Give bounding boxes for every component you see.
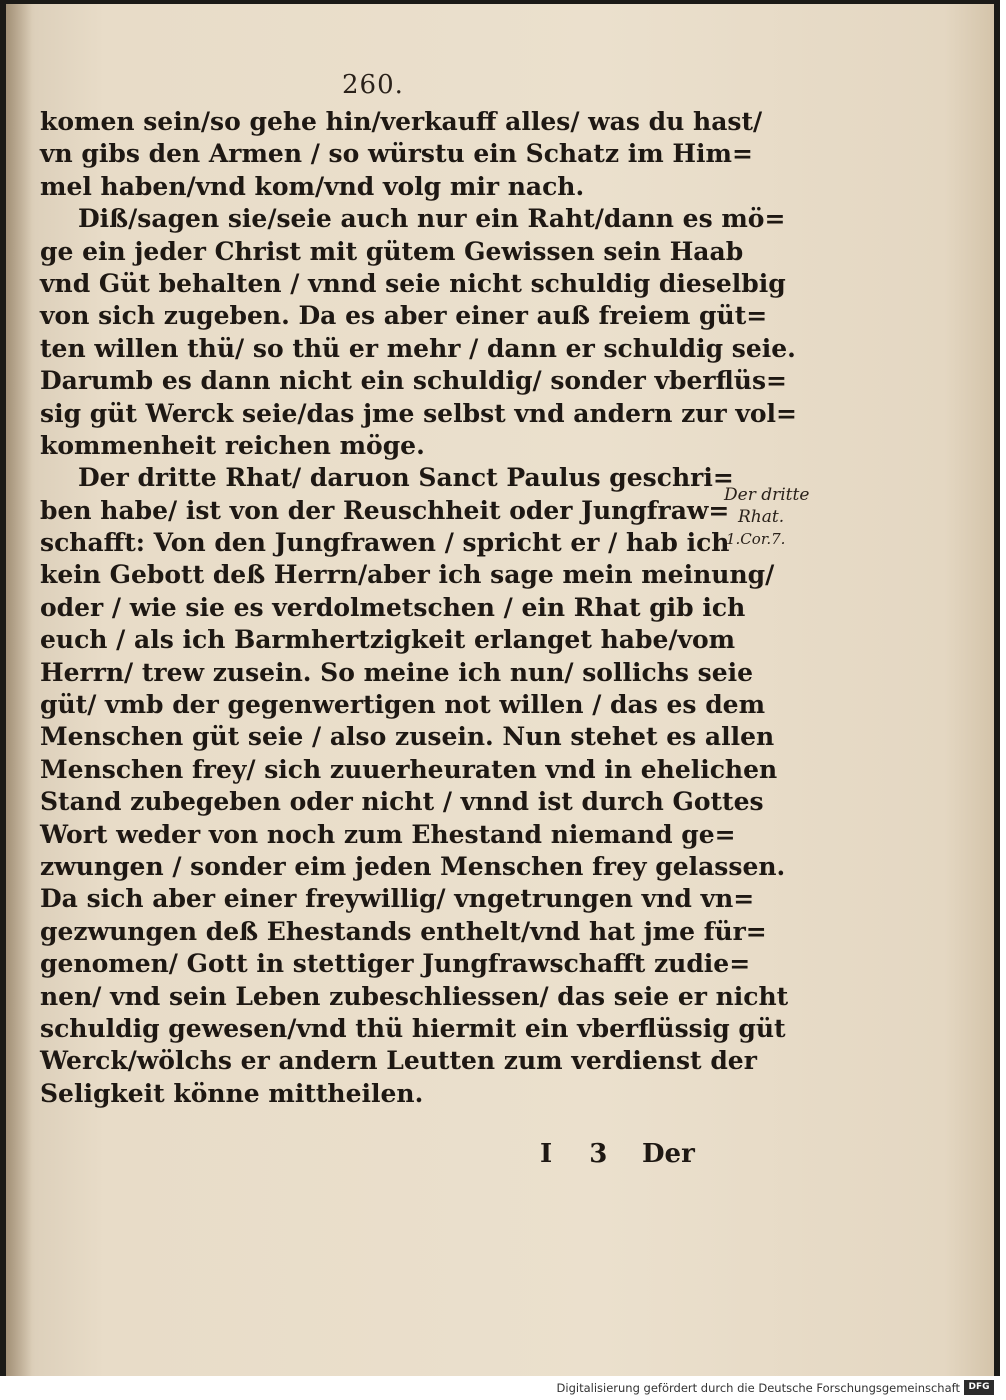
- text-line: mel haben/vnd kom/vnd volg mir nach.: [40, 171, 585, 201]
- marginal-note: [724, 484, 834, 550]
- text-line: güt/ vmb der gegenwertigen not willen / das es dem: [40, 690, 766, 720]
- text-line: Werck/wölchs er andern Leutten zum verdienst der: [40, 1046, 757, 1076]
- text-line: Wort weder von noch zum Ehestand niemand ge=: [40, 819, 736, 849]
- footer-bar: [0, 1376, 1000, 1400]
- text-line: Stand zubegeben oder nicht / vnnd ist durch Gottes: [40, 787, 764, 817]
- dfg-logo: DFG: [964, 1380, 994, 1395]
- text-line: euch / als ich Barmhertzigkeit erlanget habe/vom: [40, 625, 736, 655]
- text-line: Menschen frey/ sich zuuerheuraten vnd in ehelichen: [40, 754, 778, 784]
- marginal-note-line: Der dritte: [724, 485, 810, 505]
- text-line: oder / wie sie es verdolmetschen / ein Rhat gib ich: [40, 592, 746, 622]
- text-line: vn gibs den Armen / so würstu ein Schatz im Him=: [40, 139, 753, 169]
- marginal-note-line: Rhat.: [738, 507, 785, 527]
- signature-mark: I 3: [540, 1139, 622, 1169]
- text-line: vnd Güt behalten / vnnd seie nicht schuldig dieselbig: [40, 268, 786, 298]
- text-line: Menschen güt seie / also zusein. Nun stehet es allen: [40, 722, 775, 752]
- text-line: Seligkeit könne mittheilen.: [40, 1078, 424, 1108]
- text-line: Diß/sagen sie/seie auch nur ein Raht/dann es mö=: [78, 204, 786, 234]
- text-line: von sich zugeben. Da es aber einer auß freiem güt=: [40, 301, 768, 331]
- text-line: schafft: Von den Jungfrawen / spricht er / hab ich: [40, 528, 730, 558]
- text-line: nen/ vnd sein Leben zubeschliessen/ das seie er nicht: [40, 981, 789, 1011]
- text-line: komen sein/so gehe hin/verkauff alles/ was du hast/: [40, 107, 763, 136]
- text-line: zwungen / sonder eim jeden Menschen frey gelassen.: [40, 851, 786, 881]
- funding-credit: Digitalisierung gefördert durch die Deutsche Forschungsgemeinschaft: [556, 1381, 960, 1395]
- text-line: Darumb es dann nicht ein schuldig/ sonder vberflüs=: [40, 366, 787, 396]
- text-line: ten willen thü/ so thü er mehr / dann er schuldig seie.: [40, 333, 796, 363]
- text-line: Der dritte Rhat/ daruon Sanct Paulus geschri=: [78, 463, 734, 493]
- text-line: schuldig gewesen/vnd thü hiermit ein vberflüssig güt: [40, 1013, 786, 1043]
- text-line: Da sich aber einer freywillig/ vngetrungen vnd vn=: [40, 884, 755, 914]
- catchword: Der: [642, 1139, 695, 1169]
- text-line: kein Gebott deß Herrn/aber ich sage mein meinung/: [40, 560, 775, 590]
- text-line: ge ein jeder Christ mit gütem Gewissen sein Haab: [40, 236, 744, 266]
- text-line: sig güt Werck seie/das jme selbst vnd andern zur vol=: [40, 398, 797, 428]
- text-line: Herrn/ trew zusein. So meine ich nun/ sollichs seie: [40, 657, 754, 687]
- marginal-note-line: 1.Cor.7.: [726, 530, 786, 548]
- text-line: genomen/ Gott in stettiger Jungfrawschafft zudie=: [40, 949, 751, 979]
- book-page: [6, 4, 994, 1376]
- page-number: 260.: [342, 70, 404, 100]
- text-line: gezwungen deß Ehestands enthelt/vnd hat jme für=: [40, 916, 767, 946]
- text-line: ben habe/ ist von der Reuschheit oder Jungfraw=: [40, 495, 730, 525]
- text-line: kommenheit reichen möge.: [40, 430, 425, 460]
